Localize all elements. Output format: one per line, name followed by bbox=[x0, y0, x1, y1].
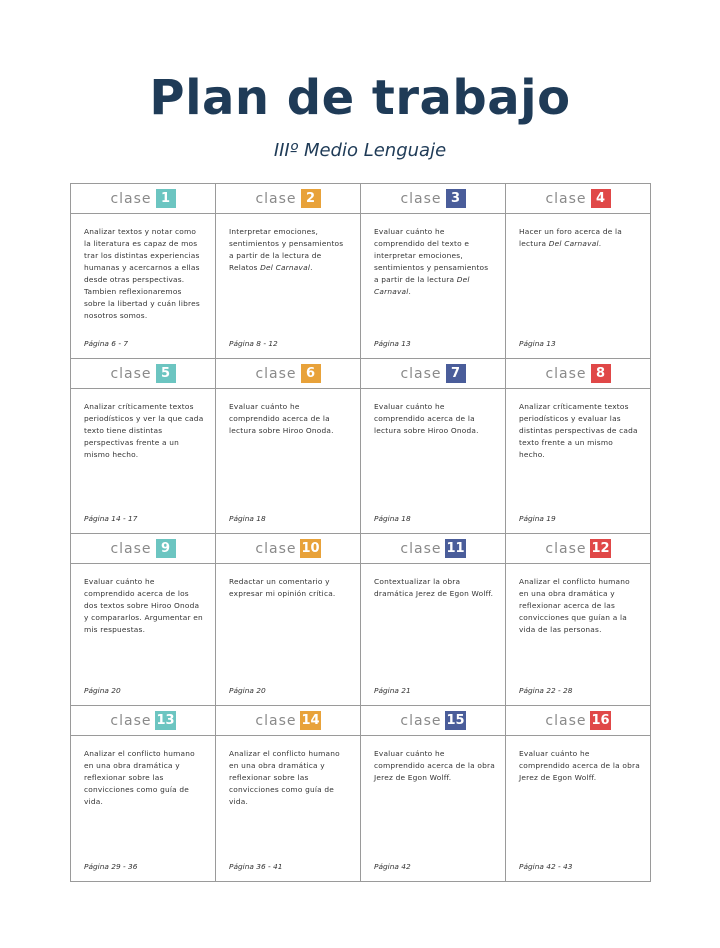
lesson-body bbox=[361, 564, 506, 706]
lesson-description-end: . bbox=[408, 287, 412, 296]
lesson-page-ref: Página 20 bbox=[84, 686, 121, 695]
page-subtitle: IIIº Medio Lenguaje bbox=[273, 140, 447, 161]
lesson-number-badge: 6 bbox=[301, 364, 321, 383]
lesson-body bbox=[506, 389, 651, 534]
lesson-body bbox=[216, 736, 361, 882]
lesson-description bbox=[519, 401, 640, 461]
lesson-label: clase bbox=[255, 540, 297, 557]
lesson-label: clase bbox=[110, 190, 152, 207]
lesson-description-end: . bbox=[310, 263, 313, 272]
lesson-header bbox=[71, 184, 216, 214]
lesson-description bbox=[374, 576, 495, 600]
lesson-number-badge: 14 bbox=[301, 713, 320, 728]
lesson-header bbox=[506, 184, 651, 214]
lesson-description bbox=[229, 748, 350, 808]
lesson-description-text: Evaluar cuánto he comprendido acerca de los dos textos sobre Hiroo Onoda y compararlos. Argumentar en mis respuestas. bbox=[84, 577, 203, 634]
lesson-header bbox=[361, 706, 506, 736]
lesson-body bbox=[71, 214, 216, 359]
lesson-description-text: Contextualizar la obra dramática Jerez de Egon Wolff. bbox=[374, 577, 494, 598]
lesson-number-badge: 4 bbox=[591, 189, 611, 208]
lesson-body bbox=[361, 389, 506, 534]
lesson-description-text: Evaluar cuánto he comprendido acerca de la lectura sobre Hiroo Onoda. bbox=[374, 402, 479, 435]
lesson-page-ref: Página 19 bbox=[519, 514, 556, 523]
lesson-number-badge: 10 bbox=[301, 541, 320, 556]
lesson-body bbox=[71, 389, 216, 534]
lesson-number-badge: 11 bbox=[446, 541, 465, 556]
lesson-body bbox=[506, 214, 651, 359]
lesson-description-text: Analizar el conflicto humano en una obra dramática y reflexionar sobre las convicciones como guía de vida. bbox=[84, 749, 195, 806]
lesson-label: clase bbox=[545, 365, 587, 382]
lesson-header bbox=[216, 706, 361, 736]
lesson-number-badge: 3 bbox=[446, 189, 466, 208]
lesson-description-text: Evaluar cuánto he comprendido acerca de la lectura sobre Hiroo Onoda. bbox=[229, 402, 334, 435]
lesson-body bbox=[216, 214, 361, 359]
lesson-page-ref: Página 6 - 7 bbox=[84, 339, 129, 348]
lesson-description bbox=[84, 226, 205, 322]
lesson-number-badge: 8 bbox=[591, 364, 611, 383]
lesson-header bbox=[71, 706, 216, 736]
lesson-description-end: . bbox=[598, 239, 602, 248]
lesson-body bbox=[506, 736, 651, 882]
lesson-page-ref: Página 18 bbox=[374, 514, 411, 523]
lesson-label: clase bbox=[400, 365, 442, 382]
lesson-label: clase bbox=[545, 712, 587, 729]
lesson-header bbox=[361, 359, 506, 389]
lesson-number-badge: 12 bbox=[591, 541, 610, 556]
lesson-description-text: Analizar el conflicto humano en una obra dramática y reflexionar acerca de las convicciones que guían a la vida de las personas. bbox=[519, 577, 630, 634]
lesson-header bbox=[361, 184, 506, 214]
lesson-page-ref: Página 13 bbox=[374, 339, 411, 348]
lesson-reading-title: Del Carnaval bbox=[548, 239, 599, 248]
lesson-number-badge: 16 bbox=[591, 713, 610, 728]
lesson-page-ref: Página 14 - 17 bbox=[84, 514, 138, 523]
lesson-description-text: Hacer un foro acerca de la lectura bbox=[519, 227, 622, 248]
lesson-header bbox=[506, 534, 651, 564]
lesson-label: clase bbox=[400, 190, 442, 207]
lesson-description-text: Interpretar emociones, sentimientos y pensamientos a partir de la lectura de Relatos bbox=[229, 227, 344, 272]
lesson-body bbox=[361, 736, 506, 882]
lesson-plan-table bbox=[70, 183, 651, 882]
lesson-label: clase bbox=[400, 712, 442, 729]
lesson-header bbox=[506, 359, 651, 389]
lesson-description bbox=[519, 748, 640, 784]
lesson-body bbox=[71, 564, 216, 706]
lesson-header bbox=[216, 184, 361, 214]
lesson-description bbox=[84, 401, 205, 461]
lesson-header bbox=[71, 534, 216, 564]
lesson-label: clase bbox=[110, 712, 152, 729]
lesson-number-badge: 5 bbox=[156, 364, 176, 383]
page-title: Plan de trabajo bbox=[149, 70, 571, 126]
lesson-page-ref: Página 42 - 43 bbox=[519, 862, 573, 871]
lesson-body bbox=[71, 736, 216, 882]
lesson-reading-title: Del Carnaval bbox=[374, 275, 470, 296]
lesson-page-ref: Página 18 bbox=[229, 514, 266, 523]
lesson-page-ref: Página 42 bbox=[374, 862, 411, 871]
lesson-number-badge: 15 bbox=[446, 713, 465, 728]
lesson-page-ref: Página 29 - 36 bbox=[84, 862, 138, 871]
lesson-description-text: Evaluar cuánto he comprendido acerca de la obra Jerez de Egon Wolff. bbox=[519, 749, 640, 782]
lesson-label: clase bbox=[545, 540, 587, 557]
lesson-header bbox=[506, 706, 651, 736]
lesson-number-badge: 1 bbox=[156, 189, 176, 208]
lesson-description bbox=[84, 748, 205, 808]
lesson-description-text: Analizar críticamente textos periodísticos y ver la que cada texto tiene distintas perspectivas frente a un mismo hecho. bbox=[84, 402, 204, 459]
lesson-header bbox=[216, 534, 361, 564]
lesson-description-text: Redactar un comentario y expresar mi opinión crítica. bbox=[229, 577, 336, 598]
lesson-description-text: Evaluar cuánto he comprendido del texto e interpretar emociones, sentimientos y pensamientos a partir de la lectura bbox=[374, 227, 489, 284]
lesson-label: clase bbox=[110, 365, 152, 382]
lesson-body bbox=[361, 214, 506, 359]
lesson-description bbox=[229, 401, 350, 437]
lesson-number-badge: 2 bbox=[301, 189, 321, 208]
lesson-label: clase bbox=[255, 365, 297, 382]
lesson-description bbox=[84, 576, 205, 636]
lesson-number-badge: 9 bbox=[156, 539, 176, 558]
lesson-label: clase bbox=[255, 712, 297, 729]
lesson-description bbox=[519, 226, 640, 250]
lesson-page-ref: Página 8 - 12 bbox=[229, 339, 278, 348]
lesson-page-ref: Página 13 bbox=[519, 339, 556, 348]
lesson-label: clase bbox=[255, 190, 297, 207]
lesson-page-ref: Página 20 bbox=[229, 686, 266, 695]
lesson-number-badge: 7 bbox=[446, 364, 466, 383]
lesson-description-text: Analizar críticamente textos periodísticos y evaluar las distintas perspectivas de cada texto frente a un mismo hecho. bbox=[519, 402, 638, 459]
lesson-page-ref: Página 22 - 28 bbox=[519, 686, 573, 695]
lesson-header bbox=[71, 359, 216, 389]
lesson-description bbox=[374, 748, 495, 784]
lesson-label: clase bbox=[400, 540, 442, 557]
lesson-page-ref: Página 21 bbox=[374, 686, 411, 695]
lesson-description bbox=[519, 576, 640, 636]
lesson-description bbox=[374, 401, 495, 437]
lesson-header bbox=[216, 359, 361, 389]
lesson-reading-title: Del Carnaval bbox=[260, 263, 311, 272]
lesson-description bbox=[229, 576, 350, 600]
lesson-description-text: Analizar el conflicto humano en una obra dramática y reflexionar sobre las convicciones como guía de vida. bbox=[229, 749, 340, 806]
lesson-body bbox=[216, 564, 361, 706]
lesson-description bbox=[374, 226, 495, 298]
lesson-label: clase bbox=[545, 190, 587, 207]
lesson-description-text: Evaluar cuánto he comprendido acerca de la obra Jerez de Egon Wolff. bbox=[374, 749, 495, 782]
lesson-body bbox=[216, 389, 361, 534]
lesson-description bbox=[229, 226, 350, 274]
lesson-number-badge: 13 bbox=[156, 713, 175, 728]
lesson-body bbox=[506, 564, 651, 706]
lesson-page-ref: Página 36 - 41 bbox=[229, 862, 283, 871]
lesson-label: clase bbox=[110, 540, 152, 557]
lesson-header bbox=[361, 534, 506, 564]
lesson-description-text: Analizar textos y notar como la literatura es capaz de mos trar los distintas experiencias humanas y acercarnos a ellas desde otras perspectivas. Tambien reflexionaremos sobre la libertad y cuán libres nosotros somos. bbox=[84, 227, 200, 320]
